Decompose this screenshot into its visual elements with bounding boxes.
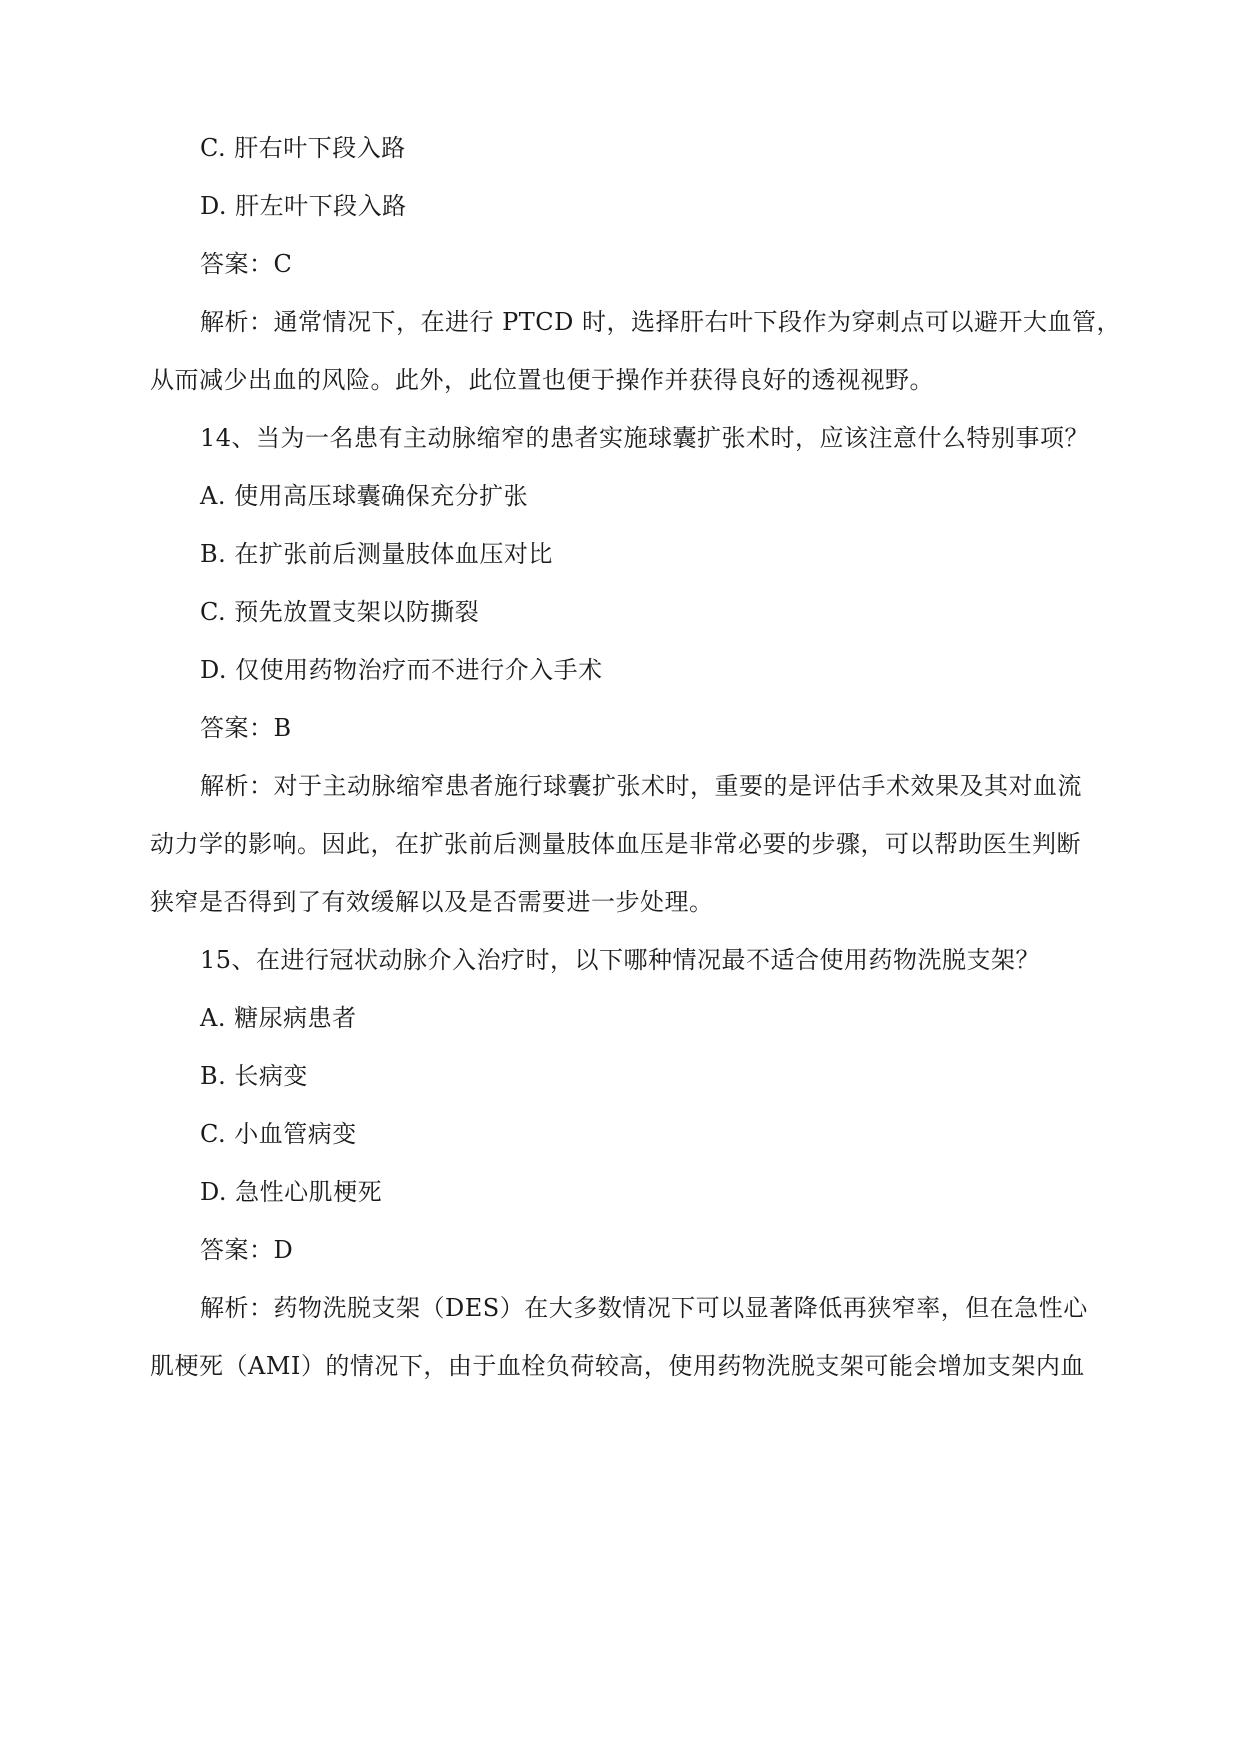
q14-explanation-line-1: 解析：对于主动脉缩窄患者施行球囊扩张术时，重要的是评估手术效果及其对血流	[200, 772, 1082, 800]
q15-option-b: B. 长病变	[200, 1062, 308, 1090]
q13-explanation-line-1: 解析：通常情况下，在进行 PTCD 时，选择肝右叶下段作为穿刺点可以避开大血管，	[200, 308, 1122, 336]
q15-explanation-line-1: 解析：药物洗脱支架（DES）在大多数情况下可以显著降低再狭窄率，但在急性心	[200, 1294, 1088, 1322]
q13-answer: 答案：C	[200, 250, 293, 278]
q14-option-a: A. 使用高压球囊确保充分扩张	[200, 482, 529, 510]
q14-explanation-line-3: 狭窄是否得到了有效缓解以及是否需要进一步处理。	[150, 888, 714, 916]
q14-option-d: D. 仅使用药物治疗而不进行介入手术	[200, 656, 603, 684]
q15-answer: 答案：D	[200, 1236, 294, 1264]
q15-explanation-line-2: 肌梗死（AMI）的情况下，由于血栓负荷较高，使用药物洗脱支架可能会增加支架内血	[150, 1352, 1085, 1380]
q15-option-d: D. 急性心肌梗死	[200, 1178, 383, 1206]
q13-explanation-line-2: 从而减少出血的风险。此外，此位置也便于操作并获得良好的透视视野。	[150, 366, 934, 394]
q14-option-c: C. 预先放置支架以防撕裂	[200, 598, 480, 626]
q14-explanation-line-2: 动力学的影响。因此，在扩张前后测量肢体血压是非常必要的步骤，可以帮助医生判断	[150, 830, 1081, 858]
q13-option-d: D. 肝左叶下段入路	[200, 192, 407, 220]
q15-option-a: A. 糖尿病患者	[200, 1004, 357, 1032]
q15-question: 15、在进行冠状动脉介入治疗时，以下哪种情况最不适合使用药物洗脱支架？	[200, 946, 1041, 974]
q14-option-b: B. 在扩张前后测量肢体血压对比	[200, 540, 553, 568]
q15-option-c: C. 小血管病变	[200, 1120, 357, 1148]
q13-option-c: C. 肝右叶下段入路	[200, 134, 406, 162]
q14-answer: 答案：B	[200, 714, 292, 742]
q14-question: 14、当为一名患有主动脉缩窄的患者实施球囊扩张术时，应该注意什么特别事项？	[200, 424, 1090, 452]
